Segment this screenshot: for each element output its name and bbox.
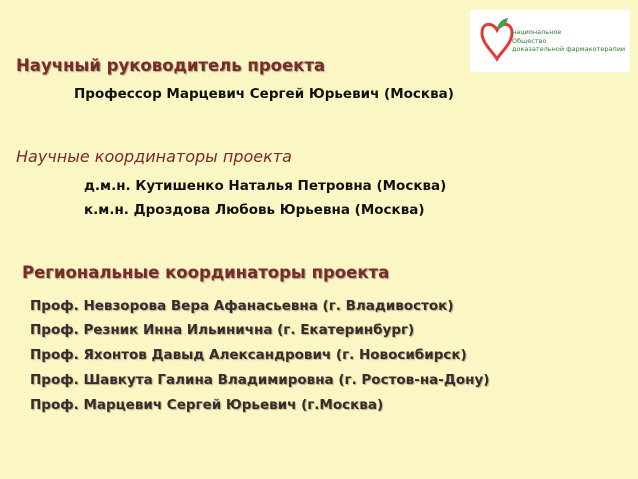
logo-line-2: Общество — [512, 36, 547, 45]
supervisor-person: Профессор Марцевич Сергей Юрьевич (Москва) — [74, 86, 454, 102]
logo-line-1: национальное — [512, 28, 562, 36]
heart-apple-icon — [480, 16, 514, 64]
regional-item: Проф. Яхонтов Давыд Александрович (г. Новосибирск) — [30, 347, 467, 363]
regional-item: Проф. Невзорова Вера Афанасьевна (г. Владивосток) — [30, 298, 454, 314]
regional-item: Проф. Марцевич Сергей Юрьевич (г.Москва) — [30, 397, 384, 413]
coordinator-item: д.м.н. Кутишенко Наталья Петровна (Москва) — [84, 178, 447, 194]
regional-heading: Региональные координаторы проекта — [22, 263, 390, 282]
regional-item: Проф. Резник Инна Ильинична (г. Екатеринбург) — [30, 322, 415, 338]
logo-text — [512, 28, 625, 54]
coordinator-item: к.м.н. Дроздова Любовь Юрьевна (Москва) — [84, 202, 425, 218]
supervisor-heading: Научный руководитель проекта — [16, 56, 326, 75]
coordinators-heading: Научные координаторы проекта — [16, 147, 292, 166]
logo-line-3: доказательной фармакотерапии — [512, 45, 626, 53]
regional-item: Проф. Шавкута Галина Владимировна (г. Ростов-на-Дону) — [30, 372, 490, 388]
society-logo — [470, 10, 630, 72]
